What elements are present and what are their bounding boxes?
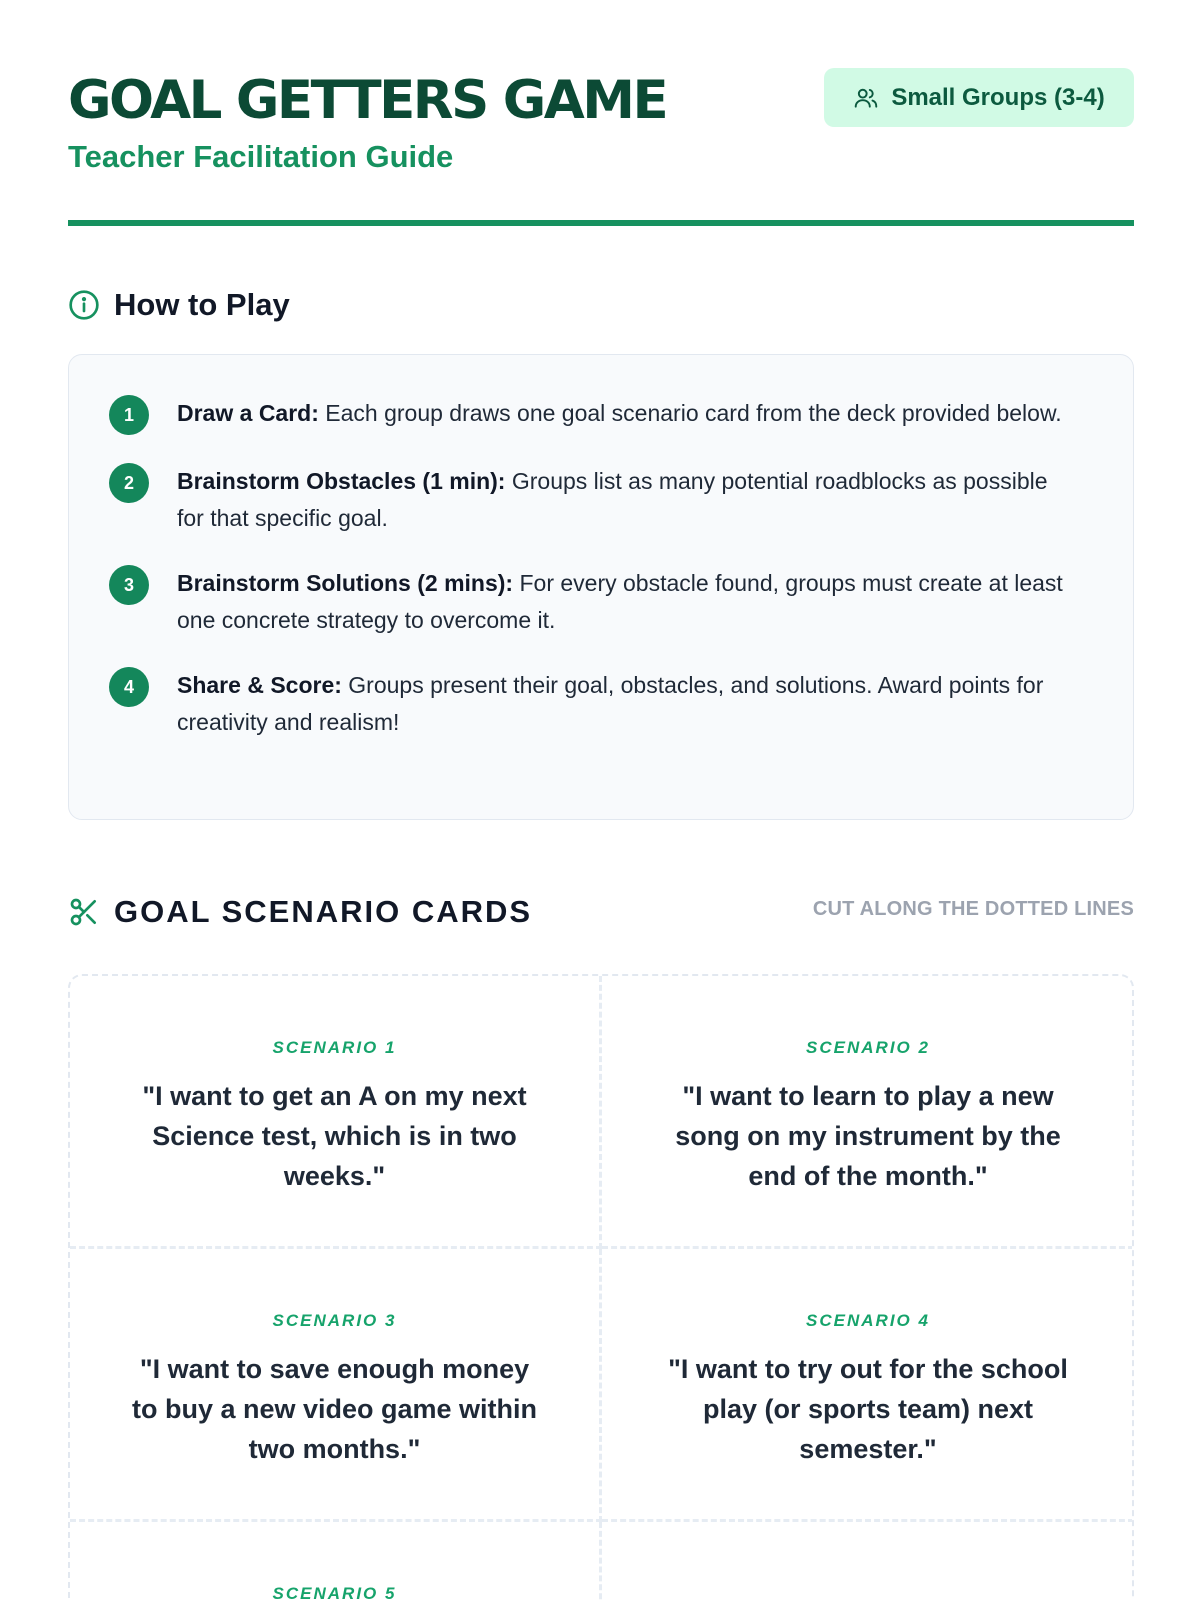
scenario-label: SCENARIO 1	[272, 1038, 397, 1057]
scenario-card	[602, 1522, 1134, 1600]
scenario-quote: "I want to get an A on my next Science test, which is in two weeks."	[142, 1081, 527, 1191]
facilitation-guide	[68, 0, 1134, 1600]
info-icon	[68, 289, 100, 321]
step-item	[109, 565, 1093, 639]
step-description: Groups list as many potential roadblocks as possible for that specific goal.	[177, 468, 1048, 531]
how-to-play-heading	[68, 287, 290, 323]
step-number: 4	[109, 667, 149, 707]
step-number: 2	[109, 463, 149, 503]
step-item	[109, 667, 1093, 741]
step-item	[109, 395, 1093, 435]
scenario-label: SCENARIO 2	[806, 1038, 930, 1057]
group-size-badge	[824, 68, 1134, 127]
scenario-card	[70, 976, 602, 1249]
scenario-quote: "I want to learn to play a new song on my instrument by the end of the month."	[675, 1081, 1061, 1191]
header-divider	[68, 220, 1134, 226]
scissors-icon	[68, 896, 100, 928]
step-title: Share & Score:	[177, 672, 342, 698]
scenario-card	[602, 1249, 1134, 1522]
page-header	[68, 0, 1134, 226]
users-icon	[853, 85, 879, 111]
step-description: Each group draws one goal scenario card from the deck provided below.	[318, 400, 1062, 426]
page-title: GOAL GETTERS GAME	[68, 70, 667, 131]
step-title: Draw a Card:	[177, 400, 319, 426]
scenario-quote: "I want to save enough money to buy a new video game within two months."	[131, 1354, 538, 1464]
scenario-label: SCENARIO 3	[272, 1311, 397, 1330]
steps-panel	[68, 354, 1134, 820]
how-to-play-title: How to Play	[114, 287, 290, 322]
step-number: 3	[109, 565, 149, 605]
step-title: Brainstorm Solutions (2 mins):	[177, 570, 514, 596]
scenario-cards-grid	[68, 974, 1134, 1600]
page-subtitle: Teacher Facilitation Guide	[68, 139, 454, 174]
scenario-card	[70, 1522, 602, 1600]
scenario-cards-heading	[68, 894, 532, 930]
scenario-card	[70, 1249, 602, 1522]
scenario-label: SCENARIO 5	[272, 1584, 397, 1600]
scenario-card	[602, 976, 1134, 1249]
scenario-cards-title: GOAL SCENARIO CARDS	[114, 894, 533, 929]
step-description: For every obstacle found, groups must create at least one concrete strategy to overcome it.	[177, 570, 1063, 633]
scenario-quote: "I want to try out for the school play (or sports team) next semester."	[668, 1354, 1068, 1464]
step-title: Brainstorm Obstacles (1 min):	[177, 468, 506, 494]
step-number: 1	[109, 395, 149, 435]
group-size-label: Small Groups (3-4)	[891, 83, 1105, 111]
step-description: Groups present their goal, obstacles, and solutions. Award points for creativity and realism!	[177, 672, 1044, 735]
step-item	[109, 463, 1093, 537]
scenario-label: SCENARIO 4	[806, 1311, 930, 1330]
cut-instruction: CUT ALONG THE DOTTED LINES	[812, 898, 1134, 920]
